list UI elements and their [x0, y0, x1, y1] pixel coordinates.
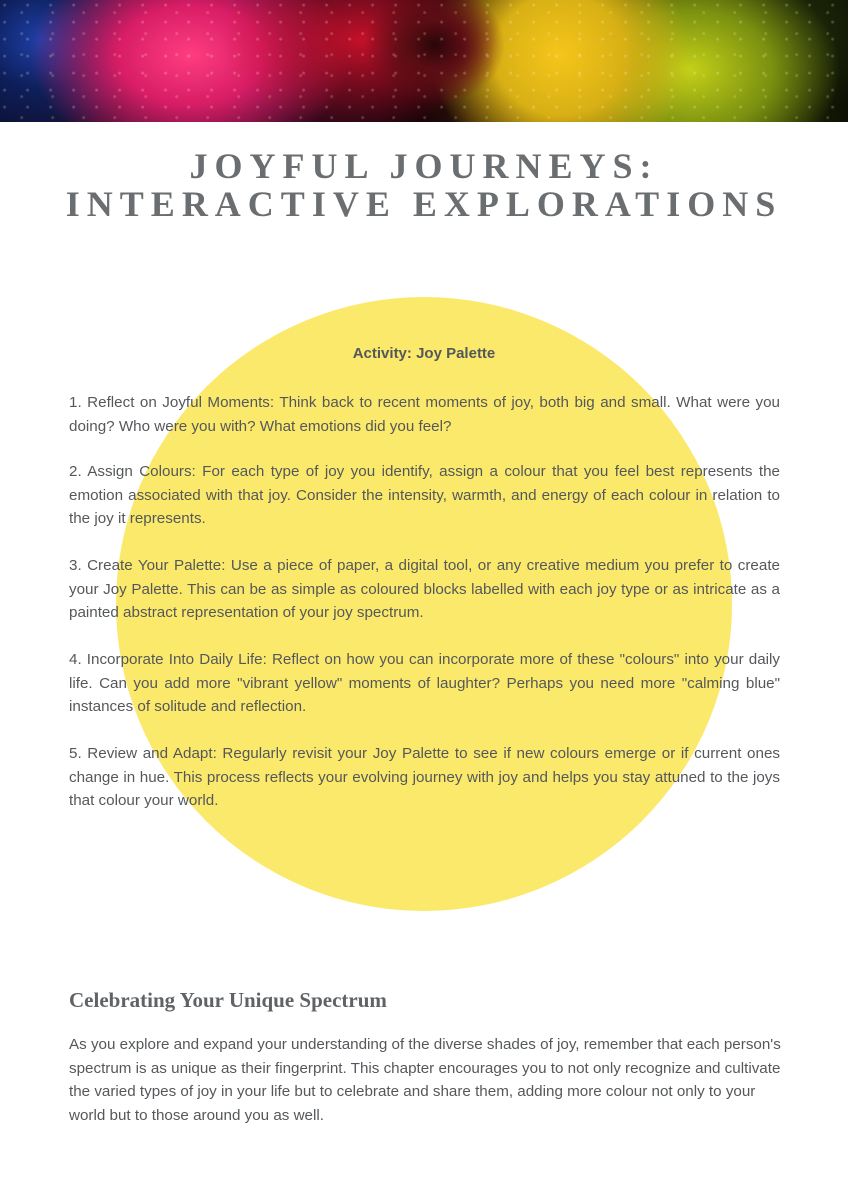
- section-body: As you explore and expand your understanding of the diverse shades of joy, remember that each person's spectrum is as unique as their fingerprint. This chapter encourages you to not only recognize and cultivate the varied types of joy in your life but to celebrate and share them, adding more colour not only to your world but to those around you as well.: [69, 1036, 781, 1124]
- page-title-line-2: INTERACTIVE EXPLORATIONS: [65, 184, 783, 224]
- activity-step-3: 3. Create Your Palette: Use a piece of paper, a digital tool, or any creative medium you prefer to create your Joy Palette. This can be as simple as coloured blocks labelled with each joy type or as intricate as a painted abstract representation of your joy spectrum.: [69, 557, 780, 621]
- activity-step-1: 1. Reflect on Joyful Moments: Think back to recent moments of joy, both big and small. What were you doing? Who were you with? What emotions did you feel?: [69, 394, 780, 435]
- section-heading: Celebrating Your Unique Spectrum: [69, 988, 387, 1012]
- activity-title: Activity: Joy Palette: [352, 345, 496, 362]
- activity-step-4: 4. Incorporate Into Daily Life: Reflect on how you can incorporate more of these "colours" into your daily life. Can you add more "vibrant yellow" moments of laughter? Perhaps you need more "calming blue" instances of solitude and reflection.: [69, 651, 780, 715]
- activity-step-5: 5. Review and Adapt: Regularly revisit your Joy Palette to see if new colours emerge or if current ones change in hue. This process reflects your evolving journey with joy and helps you stay attuned to the joys that colour your world.: [69, 745, 780, 809]
- header-banner-image: [0, 0, 848, 122]
- activity-step-2: 2. Assign Colours: For each type of joy you identify, assign a colour that you feel best represents the emotion associated with that joy. Consider the intensity, warmth, and energy of each colour in relation to the joy it represents.: [69, 463, 780, 527]
- powder-specks: [0, 0, 848, 122]
- page-title-line-1: JOYFUL JOURNEYS:: [189, 146, 659, 186]
